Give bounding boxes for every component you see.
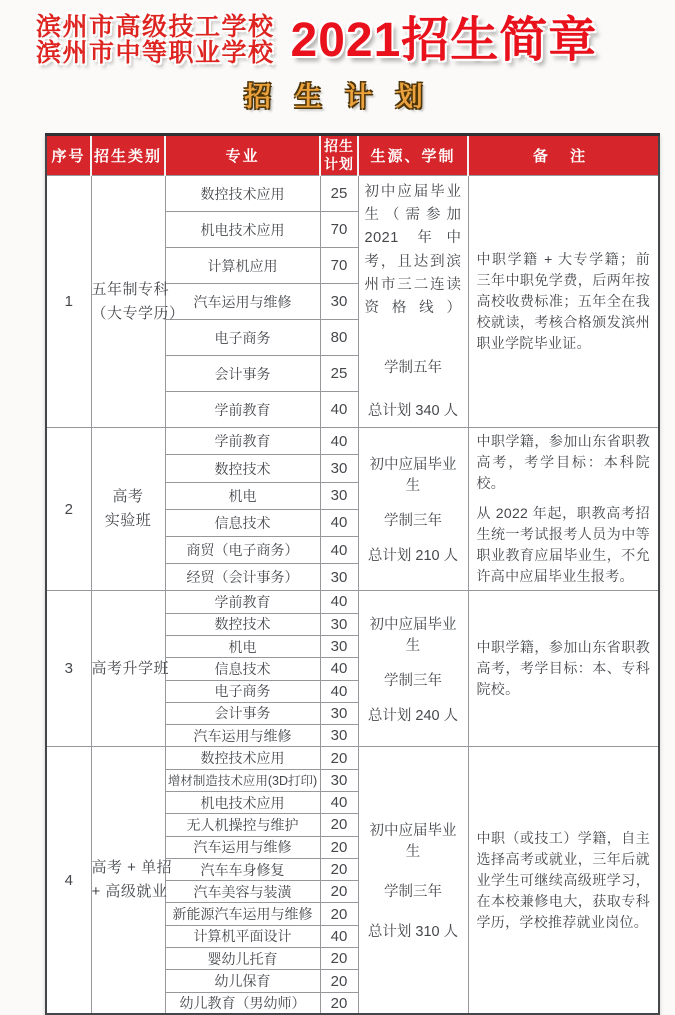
col-header-category: 招生类别 <box>91 135 165 176</box>
major-cell: 信息技术 <box>165 509 320 536</box>
section-4-category <box>91 747 173 1015</box>
plan-cell: 30 <box>320 564 358 591</box>
major-cell: 新能源汽车运用与维修 <box>165 903 320 925</box>
page-title: 2021招生简章 <box>290 14 598 67</box>
plan-cell: 40 <box>320 392 358 428</box>
major-cell: 会计事务 <box>165 356 320 392</box>
category-line: 高考升学班 <box>91 659 170 677</box>
enrollment-plan-table <box>45 133 660 1015</box>
section-2-no: 2 <box>46 428 91 591</box>
duration-text: 学制五年 <box>384 360 442 377</box>
plan-cell: 40 <box>320 658 358 680</box>
category-line: 实验班 <box>104 512 152 530</box>
total-text: 总计划 310 人 <box>367 924 459 941</box>
major-cell: 无人机操控与维护 <box>165 814 320 836</box>
section-3-category <box>91 591 170 747</box>
plan-cell: 30 <box>320 725 358 747</box>
major-cell: 幼儿教育（男幼师） <box>165 992 320 1014</box>
section-3-no: 3 <box>46 591 91 747</box>
section-3-note <box>468 591 659 747</box>
table-row <box>46 428 659 455</box>
table-row <box>46 176 659 212</box>
plan-cell: 20 <box>320 992 358 1014</box>
col-header-no: 序号 <box>46 135 91 176</box>
col-header-major: 专业 <box>165 135 320 176</box>
plan-cell: 30 <box>320 455 358 482</box>
major-cell: 汽车美容与装潢 <box>165 881 320 903</box>
major-cell: 商贸（电子商务） <box>165 536 320 563</box>
major-cell: 会计事务 <box>165 702 320 724</box>
source-text: 初中应届毕业生（需参加 2021 年中考，且达到滨州市三二连读资格线） <box>364 184 462 316</box>
plan-cell: 25 <box>320 356 358 392</box>
subtitle-row <box>0 75 675 114</box>
note-text: 中职学籍，参加山东省职教高考，考学目标：本、专科院校。 <box>476 639 650 698</box>
major-cell: 机电 <box>165 635 320 657</box>
total-text: 总计划 340 人 <box>367 403 459 420</box>
major-cell: 婴幼儿托育 <box>165 948 320 970</box>
plan-cell: 70 <box>320 212 358 248</box>
major-cell: 幼儿保育 <box>165 970 320 992</box>
plan-cell: 30 <box>320 635 358 657</box>
major-cell: 学前教育 <box>165 392 320 428</box>
plan-cell: 30 <box>320 482 358 509</box>
plan-cell: 30 <box>320 284 358 320</box>
note-text: 中职学籍，参加山东省职教高考，考学目标：本科院校。 <box>476 433 650 492</box>
col-header-plan <box>320 135 358 176</box>
major-cell: 数控技术应用 <box>165 176 320 212</box>
total-text: 总计划 210 人 <box>367 548 459 565</box>
major-cell: 电子商务 <box>165 680 320 702</box>
section-4-source <box>358 747 468 1015</box>
plan-cell: 20 <box>320 948 358 970</box>
category-line: + 高级就业 <box>91 883 168 901</box>
major-cell: 经贸（会计事务） <box>165 564 320 591</box>
plan-cell: 40 <box>320 925 358 947</box>
col-header-note: 备 注 <box>468 135 659 176</box>
major-cell: 计算机应用 <box>165 248 320 284</box>
note-text: 从 2022 年起，职教高考招生统一考试报考人员为中等职业教育应届毕业生，不允许高中应届毕业生报考。 <box>476 505 650 585</box>
section-1-category <box>91 176 185 428</box>
source-text: 初中应届毕业生 <box>369 616 457 654</box>
duration-text: 学制三年 <box>384 513 442 530</box>
major-cell: 数控技术 <box>165 613 320 635</box>
major-cell: 机电技术应用 <box>165 791 320 813</box>
major-cell: 数控技术应用 <box>165 747 320 769</box>
plan-cell: 20 <box>320 747 358 769</box>
major-cell: 信息技术 <box>165 658 320 680</box>
school-names-block <box>36 14 275 66</box>
section-2-note <box>468 428 659 591</box>
col-header-plan-line2: 计划 <box>324 155 354 172</box>
section-2-source <box>358 428 468 591</box>
major-cell: 学前教育 <box>165 591 320 613</box>
masthead <box>0 0 675 66</box>
header-row <box>46 135 659 176</box>
table-row <box>46 591 659 613</box>
plan-cell: 40 <box>320 591 358 613</box>
section-2-category <box>91 428 165 591</box>
plan-cell: 30 <box>320 702 358 724</box>
plan-cell: 20 <box>320 836 358 858</box>
school-name-2: 滨州市中等职业学校 <box>36 39 275 67</box>
category-line: 高考 + 单招 <box>91 859 173 877</box>
plan-cell: 80 <box>320 320 358 356</box>
duration-text: 学制三年 <box>384 672 442 689</box>
major-cell: 数控技术 <box>165 455 320 482</box>
plan-cell: 40 <box>320 428 358 455</box>
major-cell: 汽车运用与维修 <box>165 725 320 747</box>
plan-cell: 20 <box>320 903 358 925</box>
source-text: 初中应届毕业生 <box>369 823 457 861</box>
plan-cell: 70 <box>320 248 358 284</box>
major-cell: 机电 <box>165 482 320 509</box>
plan-cell: 40 <box>320 791 358 813</box>
section-4-no: 4 <box>46 747 91 1015</box>
plan-cell: 20 <box>320 814 358 836</box>
note-text: 中职学籍 + 大专学籍；前三年中职免学费，后两年按高校收费标准；五年全在我校就读，考核合格颁发滨州职业学院毕业证。 <box>476 251 650 352</box>
major-cell: 学前教育 <box>165 428 320 455</box>
plan-cell: 20 <box>320 858 358 880</box>
section-3-source <box>358 591 468 747</box>
page-subtitle: 招 生 计 划 <box>244 82 431 112</box>
school-name-1: 滨州市高级技工学校 <box>36 13 275 41</box>
major-cell: 汽车运用与维修 <box>165 836 320 858</box>
table-header <box>46 135 659 176</box>
major-cell: 机电技术应用 <box>165 212 320 248</box>
plan-cell: 40 <box>320 509 358 536</box>
section-1-note <box>468 176 659 428</box>
section-1-no: 1 <box>46 176 91 428</box>
category-line: 高考 <box>112 488 144 506</box>
section-1-source <box>358 176 468 428</box>
major-cell: 汽车运用与维修 <box>165 284 320 320</box>
section-4-note <box>468 747 659 1015</box>
source-text: 初中应届毕业生 <box>369 457 457 495</box>
major-cell: 增材制造技术应用(3D打印) <box>165 769 320 791</box>
plan-cell: 30 <box>320 769 358 791</box>
table-row <box>46 747 659 769</box>
plan-cell: 40 <box>320 536 358 563</box>
plan-cell: 20 <box>320 970 358 992</box>
plan-cell: 40 <box>320 680 358 702</box>
plan-cell: 20 <box>320 881 358 903</box>
col-header-source: 生源、学制 <box>358 135 468 176</box>
category-line: （大专学历） <box>91 304 185 322</box>
total-text: 总计划 240 人 <box>367 707 459 724</box>
major-cell: 电子商务 <box>165 320 320 356</box>
plan-cell: 25 <box>320 176 358 212</box>
plan-cell: 30 <box>320 613 358 635</box>
note-text: 中职（或技工）学籍，自主选择高考或就业，三年后就业学生可继续高级班学习，在本校兼修电大，获取专科学历，学校推荐就业岗位。 <box>476 829 650 930</box>
category-line: 五年制专科 <box>91 280 170 298</box>
col-header-plan-line1: 招生 <box>324 138 354 154</box>
duration-text: 学制三年 <box>384 884 442 901</box>
major-cell: 汽车车身修复 <box>165 858 320 880</box>
major-cell: 计算机平面设计 <box>165 925 320 947</box>
